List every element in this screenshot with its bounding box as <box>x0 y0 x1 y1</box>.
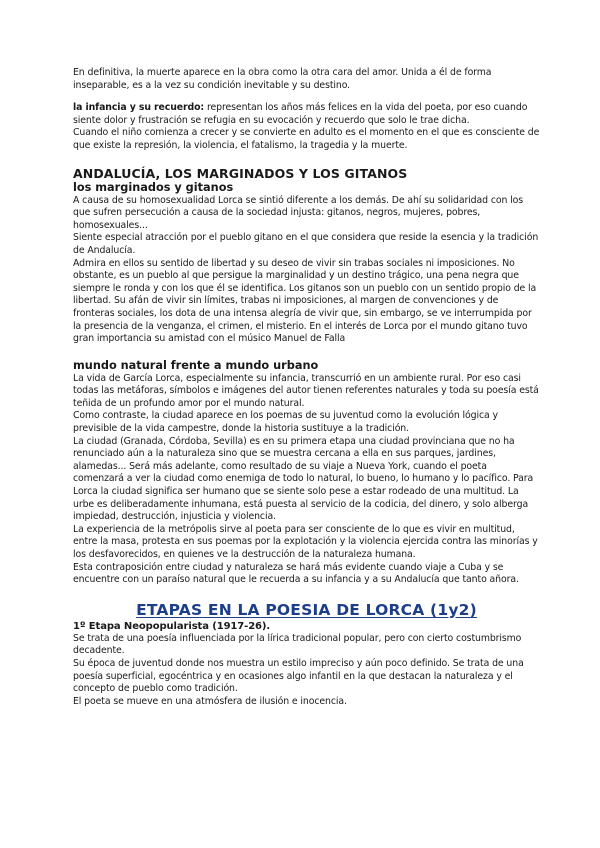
paragraph-etapa-2: Su época de juventud donde nos muestra un estilo impreciso y aún poco definido. Se trata de una poesía superficial, egocéntrica y en ocasiones algo infantil en la que destacan la naturaleza y el concepto de pueblo como tradición. <box>73 657 524 695</box>
paragraph-mundo-1: La vida de García Lorca, especialmente su infancia, transcurrió en un ambiente rural. Por eso casi todas las metáforas, símbolos e imágenes del autor tienen referentes naturales y toda su poesía está teñida de un profundo amor por el mundo natural. <box>73 372 539 409</box>
heading-mundo-natural: mundo natural frente a mundo urbano <box>73 358 319 372</box>
childhood-text: representan los años más felices en la vida del poeta, por eso cuando siente dolor y frustración se refugia en su evocación y recuerdo que solo le trae dicha. <box>73 102 528 126</box>
subheading-marginados: los marginados y gitanos <box>73 180 234 194</box>
paragraph-mundo-2: Como contraste, la ciudad aparece en los poemas de su juventud como la evolución lógica y previsible de la vida campestre, donde la historia sustituye a la tradición. <box>73 410 498 435</box>
paragraph-mundo-5: Esta contraposición entre ciudad y naturaleza se hará más evidente cuando viaje a Cuba y se encuentre con un paraíso natural que le recuerda a su infancia y a su Andalucía que tanto añora. <box>73 561 519 586</box>
paragraph-mundo-3: La ciudad (Granada, Córdoba, Sevilla) es en su primera etapa una ciudad provinciana que no ha renunciado aún a la naturaleza sino que se muestra cercana a ella en sus parques, jardines, alamedas... Será más adelante, como resultado de su viaje a Nueva York, cuando el poeta comenzará a ver la ciudad como enemiga de todo lo natural, lo bueno, lo humano y lo pacífico. Para Lorca la ciudad significa ser humano que se siente solo pese a estar rodeado de una multitud. La urbe es deliberadamente inhumana, está puesta al servicio de la codicia, del dinero, y solo alberga impiedad, destrucción, injusticia y violencia. <box>73 435 534 523</box>
paragraph-adult: Cuando el niño comienza a crecer y se convierte en adulto es el momento en el que es consciente de que existe la represión, la violencia, el fatalismo, la tragedia y la muerte. <box>73 127 540 151</box>
paragraph-andalucia-1: A causa de su homosexualidad Lorca se sintió diferente a los demás. De ahí su solidaridad con los que sufren persecución a causa de la sociedad injusta: gitanos, negros, mujeres, pobres, homosexuales... <box>73 194 524 231</box>
childhood-label: la infancia y su recuerdo: <box>73 102 205 114</box>
heading-andalucia: ANDALUCÍA, LOS MARGINADOS Y LOS GITANOS <box>73 165 408 181</box>
paragraph-andalucia-2: Siente especial atracción por el pueblo gitano en el que considera que reside la esencia y la tradición de Andalucía. <box>73 232 539 256</box>
paragraph-childhood <box>73 102 540 127</box>
paragraph-andalucia-3: Admira en ellos su sentido de libertad y su deseo de vivir sin trabas sociales ni imposiciones. No obstante, es un pueblo al que persigue la marginalidad y un destino trágico, una pena negra que siempre le ronda y con los que él se identifica. Los gitanos son un pueblo con un sentido propio de la libertad. Su afán de vivir sin límites, trabas ni imposiciones, al margen de convenciones y de fronteras sociales, los dota de una intensa alegría de vivir que, sin embargo, se ve interrumpida por la presencia de la venganza, el crimen, el misterio. En el interés de Lorca por el mundo gitano tuvo gran importancia su amistad con el músico Manuel de Falla <box>73 257 537 345</box>
paragraph-etapa-1: Se trata de una poesía influenciada por la lírica tradicional popular, pero con cierto costumbrismo decadente. <box>73 632 522 657</box>
heading-stage-1: 1º Etapa Neopopularista (1917-26). <box>73 620 271 632</box>
paragraph-etapa-3: El poeta se mueve en una atmósfera de ilusión e inocencia. <box>73 695 347 707</box>
paragraph-death: En definitiva, la muerte aparece en la obra como la otra cara del amor. Unida a él de forma inseparable, es a la vez su condición inevitable y su destino. <box>73 67 492 91</box>
section-title-etapas: ETAPAS EN LA POESIA DE LORCA (1y2) <box>136 600 477 619</box>
paragraph-mundo-4: La experiencia de la metrópolis sirve al poeta para ser consciente de lo que es vivir en multitud, entre la masa, protesta en sus poemas por la explotación y la violencia ejercida contra las minorías y los desfavorecidos, en quienes ve la destrucción de la naturaleza humana. <box>73 523 538 560</box>
